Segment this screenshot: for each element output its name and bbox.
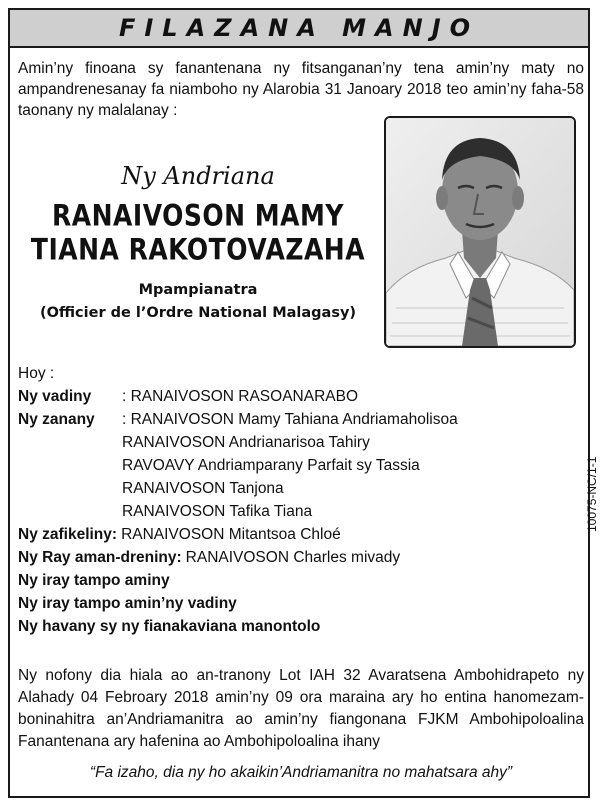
deceased-title-block <box>18 162 378 324</box>
label-zanany: Ny zanany <box>18 411 95 428</box>
notice-title: FILAZANA MANJO <box>118 14 480 42</box>
label-vadiny: Ny vadiny <box>18 388 92 405</box>
reference-code: 10075-NC/1-1 <box>585 456 599 532</box>
family-other-3: Ny havany sy ny fianakaviana manontolo <box>18 618 321 635</box>
closing-quote: “Fa izaho, dia ny ho akaikin’Andriamanitra no mahatsara ahy” <box>89 764 513 781</box>
deceased-name-line-1: RANAIVOSON MAMY <box>52 198 344 233</box>
label-ray-aman-dreniny: Ny Ray aman-dreniny: <box>18 549 182 566</box>
label-zafikeliny: Ny zafikeliny: <box>18 526 118 543</box>
value-zafikeliny: RANAIVOSON Mitantsoa Chloé <box>121 526 341 543</box>
value-ray-aman-dreniny: RANAIVOSON Charles mivady <box>185 549 401 566</box>
family-row-vadiny <box>18 385 558 408</box>
deceased-role: Mpampianatra <box>138 282 258 298</box>
value-zanany-1: : RANAIVOSON Mamy Tahiana Andriamaholisoa <box>122 411 458 428</box>
intro-paragraph: Amin’ny finoana sy fanantenana ny fitsanganan’ny tena amin’ny maty no ampandrenesanay fa niamboho ny Alarobia 31 Janoary 2018 teo amin’ny faha-58 taonany ny malalanay : <box>18 60 584 119</box>
deceased-name-line-2: TIANA RAKOTOVAZAHA <box>30 232 366 267</box>
value-vadiny: : RANAIVOSON RASOANARABO <box>122 388 358 405</box>
value-zanany-3: RAVOAVY Andriamparany Parfait sy Tassia <box>122 457 420 474</box>
family-other-2: Ny iray tampo amin’ny vadiny <box>18 595 237 612</box>
honorific: Ny Andriana <box>121 162 275 190</box>
family-list <box>18 362 558 638</box>
value-zanany-4: RANAIVOSON Tanjona <box>122 480 284 497</box>
notice-header <box>10 10 588 48</box>
deceased-distinction: (Officier de l’Ordre National Malagasy) <box>39 305 357 321</box>
value-zanany-5: RANAIVOSON Tafika Tiana <box>122 503 313 520</box>
service-paragraph: Ny nofony dia hiala ao an-tranony Lot IAH 32 Avaratsena Ambohidrapeto ny Alahady 04 Febroary 2018 amin’ny 09 ora maraina ary ho entina hanomezam-boninahitra an’Andriamanitra ao amin’ny fiangonana FJKM Ambohipoloalina Fanantenana ary hafenina ao Ambohipoloalina ihany <box>18 667 584 750</box>
family-intro: Hoy : <box>18 365 55 382</box>
portrait-illustration <box>386 118 574 346</box>
portrait-photo <box>384 116 576 348</box>
value-zanany-2: RANAIVOSON Andrianarisoa Tahiry <box>122 434 370 451</box>
family-row-zanany <box>18 408 558 431</box>
family-row-zafikeliny <box>18 523 558 546</box>
family-other-1: Ny iray tampo aminy <box>18 572 170 589</box>
family-row-ray-aman-dreniny <box>18 546 558 569</box>
